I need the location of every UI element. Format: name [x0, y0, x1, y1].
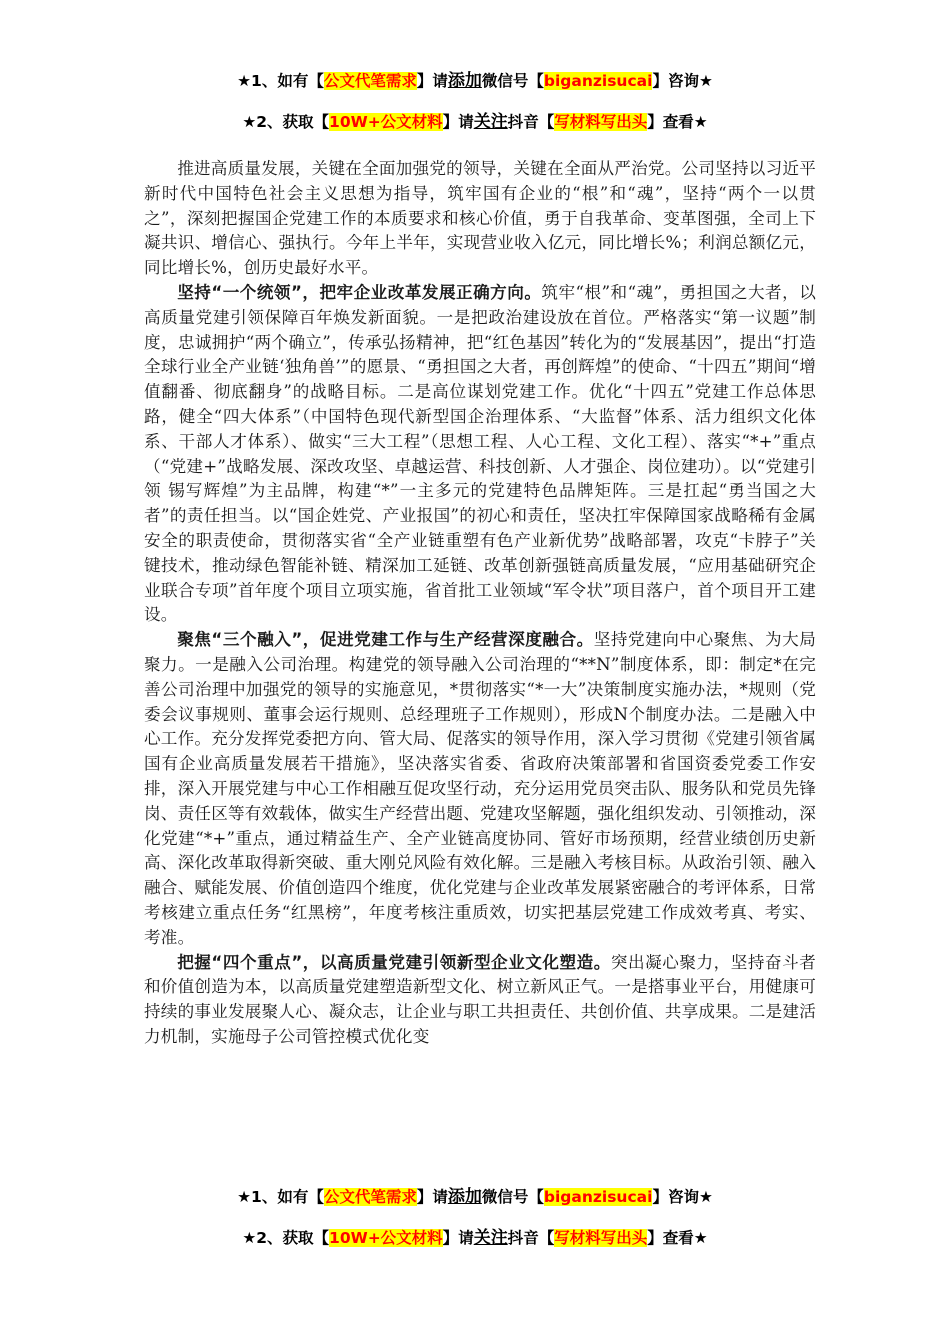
paragraph-intro	[144, 157, 816, 281]
banner-text: 】请	[416, 1188, 448, 1206]
header-banner-douyin	[0, 111, 950, 133]
banner-underlined-text: 添加	[447, 71, 482, 91]
banner-highlight: 公文代笔需求	[323, 72, 417, 90]
paragraph-heading: 把握“四个重点”，以高质量党建引领新型企业文化塑造。	[177, 952, 611, 972]
banner-prefix: ★2、获取【	[242, 113, 330, 131]
banner-prefix: ★2、获取【	[242, 1229, 330, 1247]
paragraph-text: 推进高质量发展，关键在全面加强党的领导，关键在全面从严治党。公司坚持以习近平新时代中国特色社会主义思想为指导，筑牢国有企业的“根”和“魂”，坚持“两个一以贯之”，深刻把握国企党建工作的本质要求和核心价值，勇于自我革命、变革图强，全司上下凝共识、增信心、强执行。今年上半年，实现营业收入亿元，同比增长%；利润总额亿元，同比增长%，创历史最好水平。	[144, 159, 816, 278]
document-body	[144, 157, 816, 1050]
banner-suffix: 】咨询★	[652, 1188, 713, 1206]
banner-douyin-id: 写材料写出头	[554, 113, 648, 131]
banner-highlight: 公文代笔需求	[323, 1188, 417, 1206]
banner-suffix: 】查看★	[647, 1229, 708, 1247]
banner-underlined-text: 关注	[473, 1228, 508, 1248]
paragraph-heading: 聚焦“三个融入”，促进党建工作与生产经营深度融合。	[177, 630, 594, 650]
paragraph-text: 突出凝心聚力，坚持奋斗者和价值创造为本，以高质量党建塑造新型文化、树立新风正气。一是搭事业平台，用健康可持续的事业发展聚人心、凝众志，让企业与职工共担责任、共创价值、共享成果。二是建活力机制，实施母子公司管控模式优化变	[144, 952, 817, 1046]
banner-text: 】请	[442, 113, 474, 131]
footer-banner-douyin	[0, 1227, 950, 1249]
paragraph-text: 坚持党建向中心聚焦、为大局聚力。一是融入公司治理。构建党的领导融入公司治理的“**N”制度体系，即：制定*在完善公司治理中加强党的领导的实施意见，*贯彻落实“*一大”决策制度实施办法，*规则（党委会议事规则、董事会运行规则、总经理班子工作规则），形成N个制度办法。二是融入中心工作。充分发挥党委把方向、管大局、促落实的领导作用，深入学习贯彻《党建引领省属国有企业高质量发展若干措施》，坚决落实省委、省政府决策部署和省国资委党委工作安排，深入开展党建与中心工作相融互促攻坚行动，充分运用党员突击队、服务队和党员先锋岗、责任区等有效载体，做实生产经营出题、党建攻坚解题，强化组织发动、引领推动，深化党建“*+”重点，通过精益生产、全产业链高度协同、管好市场预期，经营业绩创历史新高、深化改革取得新突破、重大刚兑风险有效化解。三是融入考核目标。从政治引领、融入融合、赋能发展、价值创造四个维度，优化党建与企业改革发展紧密融合的考评体系，日常考核建立重点任务“红黑榜”，年度考核注重质效，切实把基层党建工作成效考真、考实、考准。	[144, 630, 816, 947]
footer-banner-wechat	[0, 1186, 950, 1208]
banner-prefix: ★1、如有【	[237, 72, 324, 90]
banner-highlight: 10W+公文材料	[329, 1229, 443, 1247]
paragraph-section-3	[144, 951, 816, 1050]
banner-underlined-text: 添加	[447, 1187, 482, 1207]
banner-suffix: 】查看★	[647, 113, 708, 131]
paragraph-heading: 坚持“一个统领”，把牢企业改革发展正确方向。	[177, 282, 542, 302]
banner-text: 抖音【	[507, 113, 555, 131]
banner-text: 】请	[416, 72, 448, 90]
paragraph-section-1	[144, 281, 816, 628]
paragraph-section-2	[144, 628, 816, 950]
banner-suffix: 】咨询★	[652, 72, 713, 90]
banner-highlight: 10W+公文材料	[329, 113, 443, 131]
banner-text: 微信号【	[481, 72, 544, 90]
banner-text: 微信号【	[481, 1188, 544, 1206]
banner-underlined-text: 关注	[473, 112, 508, 132]
banner-text: 】请	[442, 1229, 474, 1247]
banner-wechat-id: biganzisucai	[543, 1188, 653, 1206]
banner-prefix: ★1、如有【	[237, 1188, 324, 1206]
banner-wechat-id: biganzisucai	[543, 72, 653, 90]
paragraph-text: 筑牢“根”和“魂”，勇担国之大者，以高质量党建引领保障百年焕发新面貌。一是把政治建设放在首位。严格落实“第一议题”制度，忠诚拥护“两个确立”，传承弘扬精神，把“红色基因”转化为的“发展基因”，提出“打造全球行业全产业链‘独角兽’”的愿景、“勇担国之大者，再创辉煌”的使命、“十四五”期间“增值翻番、彻底翻身”的战略目标。二是高位谋划党建工作。优化“十四五”党建工作总体思路，健全“四大体系”（中国特色现代新型国企治理体系、“大监督”体系、活力组织文化体系、干部人才体系）、做实“三大工程”（思想工程、人心工程、文化工程）、落实“*+”重点（“党建+”战略发展、深改攻坚、卓越运营、科技创新、人才强企、岗位建功）。以“党建引领 锡写辉煌”为主品牌，构建“*”一主多元的党建特色品牌矩阵。三是扛起“勇当国之大者”的责任担当。以“国企姓党、产业报国”的初心和责任，坚决扛牢保障国家战略稀有金属安全的职责使命，贯彻落实省“全产业链重塑有色产业新优势”战略部署，攻克“卡脖子”关键技术，推动绿色智能补链、精深加工延链、改革创新强链高质量发展，“应用基础研究企业联合专项”首年度个项目立项实施，省首批工业领域“军令状”项目落户，首个项目开工建设。	[144, 282, 816, 625]
banner-douyin-id: 写材料写出头	[554, 1229, 648, 1247]
banner-text: 抖音【	[507, 1229, 555, 1247]
header-banner-wechat	[0, 70, 950, 92]
